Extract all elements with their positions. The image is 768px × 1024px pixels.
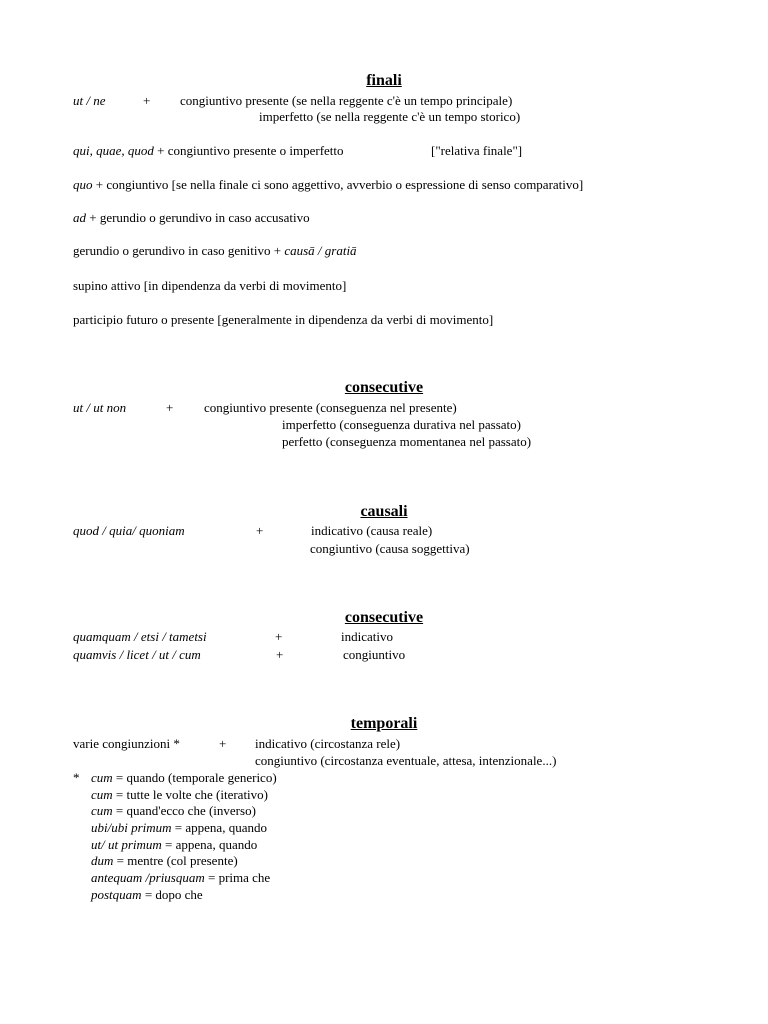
causali-line1-conj: quod / quia/ quoniam: [73, 523, 185, 538]
temporali-item-key: postquam: [91, 887, 142, 902]
finali-line3-note: ["relativa finale"]: [431, 143, 523, 158]
temporali-item-value: = quand'ecco che (inverso): [112, 803, 256, 818]
temporali-item-value: = quando (temporale generico): [112, 770, 277, 785]
finali-line3-conj: qui, quae, quod: [73, 143, 154, 158]
temporali-item-key: cum: [91, 803, 113, 818]
temporali-item: [91, 787, 268, 803]
temporali-item-key: cum: [91, 787, 113, 802]
temporali-item: [91, 837, 257, 853]
finali-line6: [73, 243, 357, 259]
consecutive1-line1-conj: ut / ut non: [73, 400, 127, 415]
finali-line2: imperfetto (se nella reggente c'è un tempo storico): [259, 109, 521, 124]
finali-line8: participio futuro o presente [generalmente in dipendenza da verbi di movimento]: [73, 312, 494, 327]
consecutive2-line1-text: indicativo: [341, 629, 393, 644]
temporali-item-key: antequam /priusquam: [91, 870, 205, 885]
temporali-line1-conj: varie congiunzioni *: [73, 736, 180, 751]
finali-line7: supino attivo [in dipendenza da verbi di movimento]: [73, 278, 347, 293]
temporali-item-key: dum: [91, 853, 114, 868]
consecutive2-line1-conj: quamquam / etsi / tametsi: [73, 629, 207, 644]
temporali-item-key: ut/ ut primum: [91, 837, 162, 852]
temporali-item: [91, 853, 238, 869]
temporali-line2: congiuntivo (circostanza eventuale, attesa, intenzionale...): [255, 753, 557, 768]
temporali-item-value: = mentre (col presente): [113, 853, 238, 868]
consecutive2-line2-text: congiuntivo: [343, 647, 406, 662]
consecutive2-line2-conj: quamvis / licet / ut / cum: [73, 647, 201, 662]
temporali-item-value: = appena, quando: [171, 820, 267, 835]
temporali-item-key: ubi/ubi primum: [91, 820, 172, 835]
finali-line1-conj: ut / ne: [73, 93, 106, 108]
consecutive1-line1-text: congiuntivo presente (conseguenza nel presente): [204, 400, 457, 415]
temporali-item-value: = prima che: [204, 870, 271, 885]
heading-consecutive-1: consecutive: [344, 379, 424, 396]
causali-line1-plus: +: [256, 523, 264, 538]
finali-line3-text: + congiuntivo presente o imperfetto: [153, 143, 344, 158]
heading-consecutive-2: consecutive: [344, 609, 424, 626]
temporali-item-value: = dopo che: [141, 887, 203, 902]
temporali-item: [91, 870, 270, 886]
finali-line4-text: + congiuntivo [se nella finale ci sono aggettivo, avverbio o espressione di senso comparativo]: [92, 177, 584, 192]
consecutive2-line1-plus: +: [275, 629, 283, 644]
finali-line1-plus: +: [143, 93, 151, 108]
causali-line2: congiuntivo (causa soggettiva): [310, 541, 470, 556]
temporali-footnote-star: *: [73, 770, 80, 785]
temporali-item-value: = appena, quando: [161, 837, 258, 852]
finali-line5-conj: ad: [73, 210, 86, 225]
finali-line4: [73, 177, 583, 193]
consecutive1-line1-plus: +: [166, 400, 174, 415]
finali-line5-text: + gerundio o gerundivo in caso accusativo: [86, 210, 310, 225]
temporali-item: [91, 803, 256, 819]
temporali-item: [91, 887, 203, 903]
heading-causali: causali: [360, 503, 408, 520]
finali-line6-conj: causā / gratiā: [284, 243, 357, 258]
temporali-line1-plus: +: [219, 736, 227, 751]
heading-temporali: temporali: [350, 715, 418, 732]
temporali-item-value: = tutte le volte che (iterativo): [112, 787, 268, 802]
finali-line4-conj: quo: [73, 177, 93, 192]
causali-line1-text: indicativo (causa reale): [311, 523, 433, 538]
heading-finali: finali: [366, 72, 402, 89]
temporali-item: [91, 770, 277, 786]
temporali-item-key: cum: [91, 770, 113, 785]
consecutive1-line2: imperfetto (conseguenza durativa nel passato): [282, 417, 521, 432]
consecutive1-line3: perfetto (conseguenza momentanea nel passato): [282, 434, 532, 449]
consecutive2-line2-plus: +: [276, 647, 284, 662]
finali-line6-text: gerundio o gerundivo in caso genitivo +: [73, 243, 285, 258]
finali-line1-text: congiuntivo presente (se nella reggente c'è un tempo principale): [180, 93, 513, 108]
temporali-line1-text: indicativo (circostanza rele): [255, 736, 401, 751]
finali-line3: [73, 143, 344, 159]
temporali-item: [91, 820, 267, 836]
finali-line5: [73, 210, 310, 226]
